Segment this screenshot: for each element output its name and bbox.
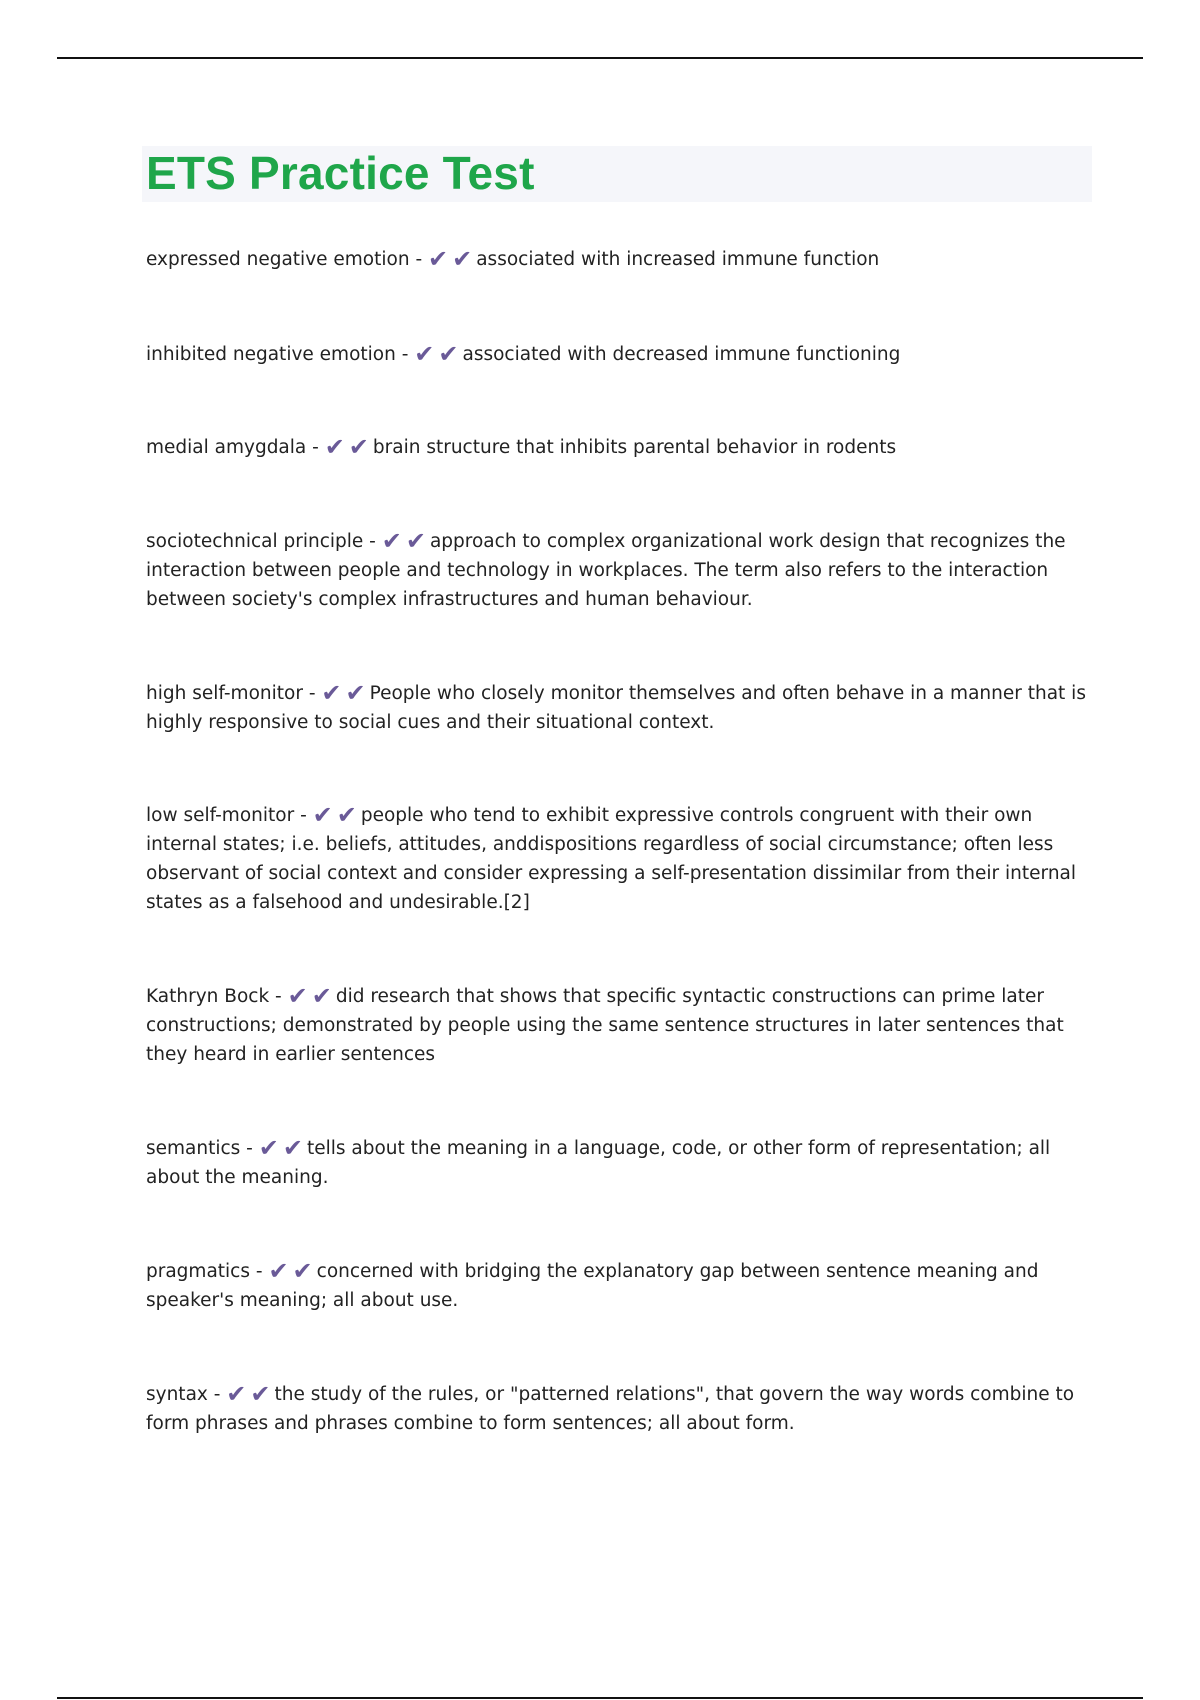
entry-term: Kathryn Bock -	[146, 986, 288, 1007]
check-mark-icon: ✔	[226, 1380, 247, 1408]
entry-definition: approach to complex organizational work design that recognizes the interaction between people and technology in workplaces. The term also refers to the interaction between society's complex infrastructures and human behaviour.	[146, 531, 1066, 610]
check-mark-icon: ✔	[405, 527, 426, 555]
check-mark-icon: ✔	[312, 801, 333, 829]
entry-term: syntax -	[146, 1384, 227, 1405]
flashcard-entry	[146, 1257, 1086, 1315]
flashcard-entry	[146, 1134, 1086, 1192]
page-title: ETS Practice Test	[146, 147, 535, 199]
check-mark-icon: ✔	[292, 1257, 313, 1285]
entry-term: semantics -	[146, 1138, 259, 1159]
check-mark-icon: ✔	[345, 679, 366, 707]
flashcard-entry	[146, 245, 1086, 274]
bottom-divider	[57, 1697, 1143, 1699]
entry-definition: associated with decreased immune functioning	[462, 344, 901, 365]
flashcard-list	[146, 245, 1086, 1438]
entry-term: low self-monitor -	[146, 805, 313, 826]
flashcard-entry	[146, 801, 1086, 917]
flashcard-entry	[146, 679, 1086, 737]
entry-term: expressed negative emotion -	[146, 249, 428, 270]
entry-term: inhibited negative emotion -	[146, 344, 415, 365]
check-mark-icon: ✔	[438, 340, 459, 368]
check-mark-icon: ✔	[268, 1257, 289, 1285]
flashcard-entry	[146, 982, 1086, 1069]
entry-definition: the study of the rules, or "patterned relations", that govern the way words combine to form phrases and phrases combine to form sentences; all about form.	[146, 1384, 1075, 1434]
check-mark-icon: ✔	[258, 1134, 279, 1162]
entry-definition: People who closely monitor themselves and often behave in a manner that is highly responsive to social cues and their situational context.	[146, 683, 1086, 733]
flashcard-entry	[146, 340, 1086, 369]
check-mark-icon: ✔	[348, 433, 369, 461]
top-divider	[57, 57, 1143, 59]
check-mark-icon: ✔	[250, 1380, 271, 1408]
check-mark-icon: ✔	[381, 527, 402, 555]
entry-term: high self-monitor -	[146, 683, 322, 704]
entry-term: medial amygdala -	[146, 437, 325, 458]
check-mark-icon: ✔	[287, 982, 308, 1010]
check-mark-icon: ✔	[336, 801, 357, 829]
entry-definition: tells about the meaning in a language, code, or other form of representation; all about the meaning.	[146, 1138, 1051, 1188]
check-mark-icon: ✔	[321, 679, 342, 707]
check-mark-icon: ✔	[428, 245, 449, 273]
entry-term: sociotechnical principle -	[146, 531, 382, 552]
check-mark-icon: ✔	[282, 1134, 303, 1162]
entry-term: pragmatics -	[146, 1261, 269, 1282]
check-mark-icon: ✔	[324, 433, 345, 461]
flashcard-entry	[146, 527, 1086, 614]
flashcard-entry	[146, 433, 1086, 462]
entry-definition: concerned with bridging the explanatory gap between sentence meaning and speaker's meaning; all about use.	[146, 1261, 1039, 1311]
flashcard-entry	[146, 1380, 1086, 1438]
entry-definition: did research that shows that specific syntactic constructions can prime later constructions; demonstrated by people using the same sentence structures in later sentences that they heard in earlier sentences	[146, 986, 1064, 1065]
entry-definition: people who tend to exhibit expressive controls congruent with their own internal states; i.e. beliefs, attitudes, anddispositions regardless of social circumstance; often less observant of social context and consider expressing a self-presentation dissimilar from their internal states as a falsehood and undesirable.[2]	[146, 805, 1077, 913]
check-mark-icon: ✔	[452, 245, 473, 273]
check-mark-icon: ✔	[414, 340, 435, 368]
entry-definition: associated with increased immune function	[476, 249, 880, 270]
check-mark-icon: ✔	[311, 982, 332, 1010]
entry-definition: brain structure that inhibits parental behavior in rodents	[372, 437, 897, 458]
